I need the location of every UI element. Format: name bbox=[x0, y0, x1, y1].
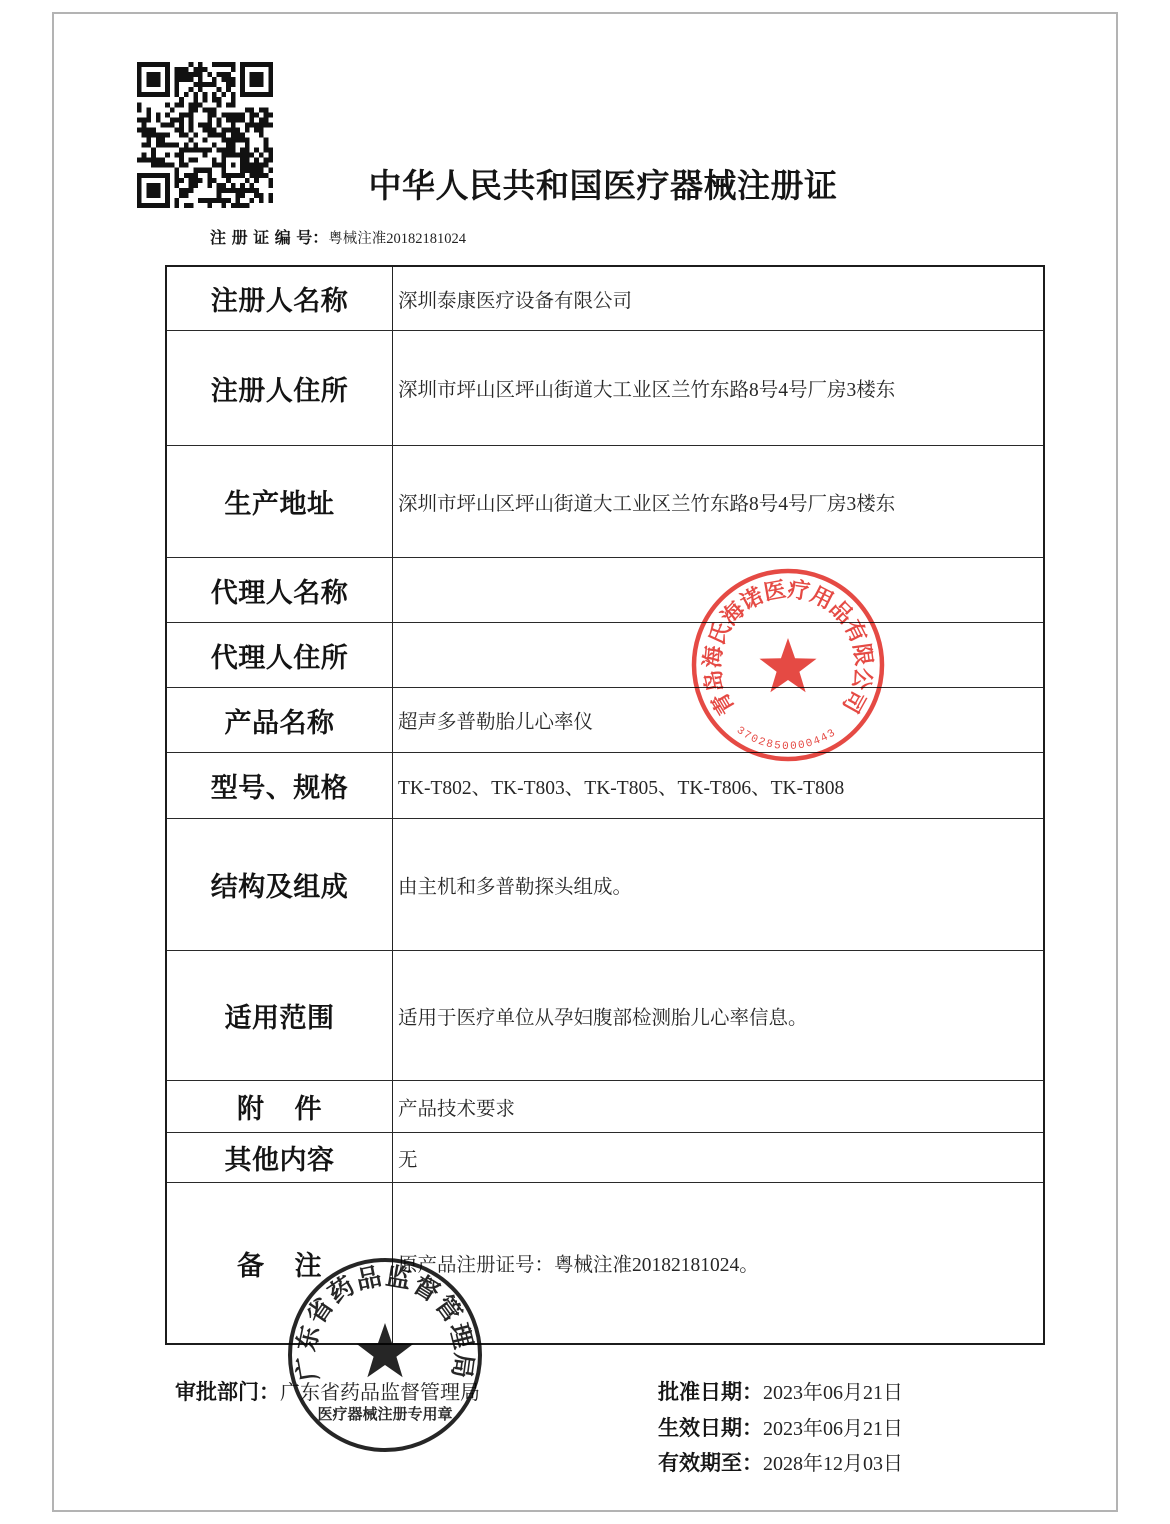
scope-of-application-label: 适用范围 bbox=[167, 951, 393, 1080]
model-spec-value: TK-T802、TK-T803、TK-T805、TK-T806、TK-T808 bbox=[398, 777, 845, 799]
authority-seal-center-text: 医疗器械注册专用章 bbox=[317, 1405, 453, 1423]
table-row-registrant-address bbox=[167, 330, 1043, 445]
effective-date-label: 生效日期： bbox=[658, 1416, 763, 1440]
authority-seal-name-path: 广东省药品监督管理局 bbox=[291, 1261, 479, 1384]
registrant-address-value: 深圳市坪山区坪山街道大工业区兰竹东路8号4号厂房3楼东 bbox=[398, 380, 896, 401]
expiry-date-value: 2028年12月03日 bbox=[763, 1453, 903, 1475]
table-row-scope-of-application bbox=[167, 950, 1043, 1080]
effective-date-value: 2023年06月21日 bbox=[763, 1418, 903, 1440]
model-spec-label: 型号、规格 bbox=[167, 753, 393, 818]
certificate-number-value: 粤械注准20182181024 bbox=[328, 231, 467, 247]
registrant-address-label: 注册人住所 bbox=[167, 331, 393, 445]
scope-of-application-value: 适用于医疗单位从孕妇腹部检测胎儿心率信息。 bbox=[398, 1007, 808, 1029]
agent-address-label: 代理人住所 bbox=[167, 623, 393, 687]
approval-department-value: 广东省药品监督管理局 bbox=[280, 1382, 480, 1404]
table-row-attachments bbox=[167, 1080, 1043, 1132]
effective-date bbox=[658, 1415, 903, 1443]
production-address-value: 深圳市坪山区坪山街道大工业区兰竹东路8号4号厂房3楼东 bbox=[398, 493, 896, 515]
table-row-product-name bbox=[167, 687, 1043, 752]
table-row-production-address bbox=[167, 445, 1043, 557]
approval-department bbox=[175, 1379, 480, 1407]
agent-address-value bbox=[393, 623, 1043, 687]
product-name-label: 产品名称 bbox=[167, 688, 393, 752]
production-address-label: 生产地址 bbox=[167, 446, 393, 557]
attachments-label: 附 件 bbox=[167, 1081, 393, 1132]
registrant-name-value: 深圳泰康医疗设备有限公司 bbox=[398, 290, 633, 312]
table-row-agent-address bbox=[167, 622, 1043, 687]
agent-name-label: 代理人名称 bbox=[167, 558, 393, 622]
certificate-table bbox=[165, 265, 1045, 1345]
table-row-remarks bbox=[167, 1182, 1043, 1343]
remarks-label: 备 注 bbox=[167, 1183, 393, 1343]
certificate-title: 中华人民共和国医疗器械注册证 bbox=[368, 166, 838, 205]
approval-date bbox=[658, 1379, 903, 1407]
structure-composition-value: 由主机和多普勒探头组成。 bbox=[398, 876, 633, 898]
registrant-seal-name-path: 青岛海氏海诺医疗用品有限公司 bbox=[700, 577, 876, 719]
approval-date-label: 批准日期： bbox=[658, 1380, 763, 1404]
expiry-date bbox=[658, 1450, 903, 1478]
other-content-label: 其他内容 bbox=[167, 1133, 393, 1182]
agent-name-value bbox=[393, 558, 1043, 622]
table-row-model-spec bbox=[167, 752, 1043, 818]
expiry-date-label: 有效期至： bbox=[658, 1451, 763, 1475]
table-row-structure-composition bbox=[167, 818, 1043, 950]
other-content-value: 无 bbox=[398, 1149, 418, 1171]
certificate-number-label: 注 册 证 编 号： bbox=[210, 228, 329, 247]
table-row-registrant-name bbox=[167, 267, 1043, 330]
attachments-value: 产品技术要求 bbox=[398, 1098, 516, 1120]
product-name-value: 超声多普勒胎儿心率仪 bbox=[398, 712, 594, 733]
table-row-other-content bbox=[167, 1132, 1043, 1182]
approval-date-value: 2023年06月21日 bbox=[763, 1382, 903, 1404]
table-row-agent-name bbox=[167, 557, 1043, 622]
registrant-seal-code-path: 3702850000443 bbox=[733, 724, 838, 754]
qr-modules bbox=[137, 62, 273, 208]
approval-department-label: 审批部门： bbox=[175, 1380, 280, 1404]
structure-composition-label: 结构及组成 bbox=[167, 819, 393, 950]
certificate-number bbox=[210, 226, 466, 251]
remarks-value: 原产品注册证号：粤械注准20182181024。 bbox=[398, 1255, 759, 1276]
registrant-name-label: 注册人名称 bbox=[167, 267, 393, 330]
qr-code-icon bbox=[137, 62, 273, 208]
